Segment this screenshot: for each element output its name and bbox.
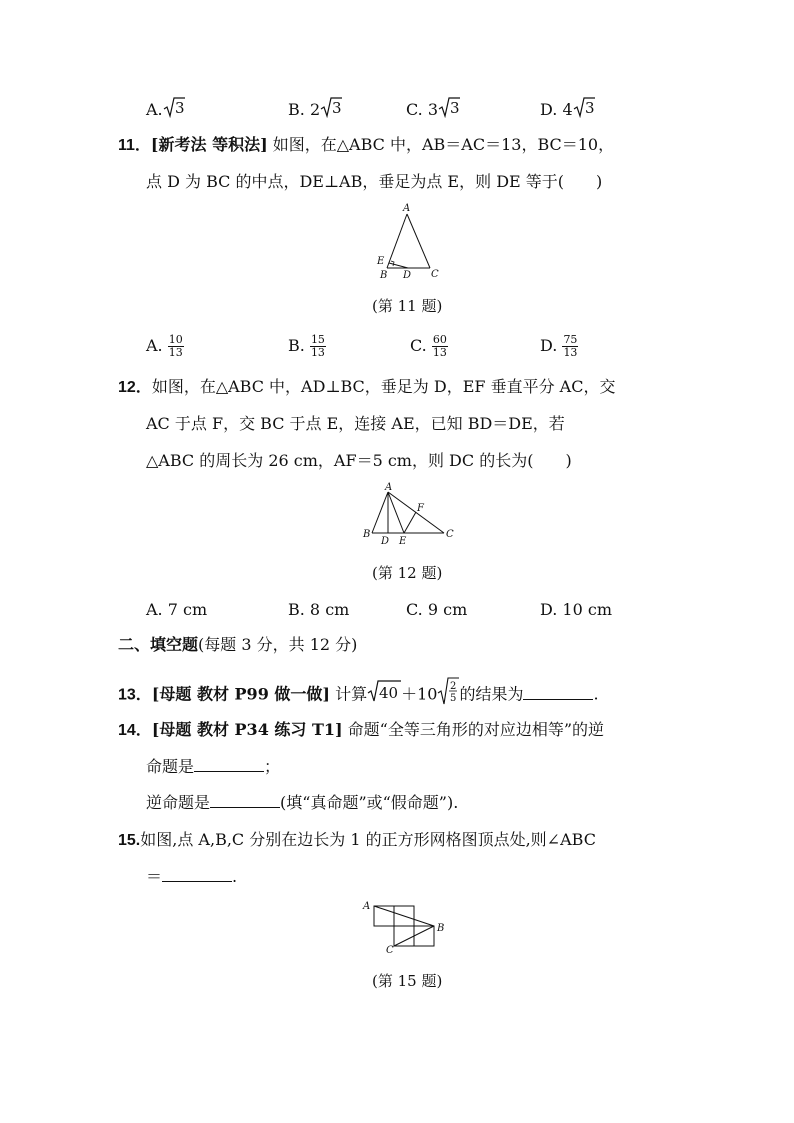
q11-caption: (第 11 题) (372, 297, 443, 315)
label-c: C (431, 269, 439, 280)
answer-blank[interactable] (523, 685, 593, 700)
label-a: A (385, 482, 393, 493)
label-b: B (363, 529, 371, 540)
q15-caption: (第 15 题) (372, 972, 443, 990)
question-text: 计算 (335, 684, 368, 704)
question-number: 15. (118, 832, 141, 849)
section-title: 二、填空题 (118, 637, 199, 654)
sqrt-symbol (367, 679, 401, 711)
sqrt-symbol (573, 96, 595, 125)
q12-line-1 (118, 376, 615, 399)
label-a: A (363, 901, 371, 912)
option-letter: D. (540, 100, 558, 119)
question-tag: [母题 教材 P99 做一做] (151, 684, 330, 704)
question-text: 如图，在△ABC 中，AB＝AC＝13，BC＝10， (272, 135, 615, 154)
svg-text:3: 3 (450, 99, 460, 117)
question-text: 如图，在△ABC 中，AD⊥BC，垂足为 D，EF 垂直平分 AC，交 (151, 377, 616, 396)
q11-line-2: 点 D 为 BC 的中点，DE⊥AB，垂足为点 E，则 DE 等于( ) (146, 172, 603, 191)
period: . (232, 867, 238, 886)
option-letter: B. (288, 336, 305, 355)
sqrt-fraction (437, 676, 459, 714)
question-number: 13． (118, 686, 152, 704)
label-b: B (437, 923, 445, 934)
q10-option-b (288, 96, 342, 125)
svg-text:3: 3 (174, 99, 185, 117)
plus-term: ＋10 (401, 684, 438, 704)
option-coef: 2 (309, 100, 321, 119)
sqrt-symbol (320, 96, 342, 125)
question-number: 12． (118, 379, 152, 396)
q12-caption: (第 12 题) (372, 564, 443, 582)
q15-line-1 (118, 829, 596, 852)
label-a: A (403, 203, 411, 214)
label-d: D (403, 270, 412, 281)
sqrt-symbol (438, 96, 460, 125)
question-text: 命题是 (146, 757, 195, 776)
svg-text:2: 2 (450, 681, 457, 692)
option-letter: C. (406, 100, 423, 119)
svg-text:40: 40 (379, 684, 399, 702)
q15-grid-figure (358, 898, 458, 956)
section-heading (118, 634, 357, 657)
option-coef: 4 (562, 100, 573, 119)
q14-line-1 (118, 719, 604, 742)
sqrt-symbol (163, 96, 185, 125)
svg-text:5: 5 (450, 693, 457, 704)
label-c: C (386, 945, 394, 956)
q10-option-d (540, 96, 595, 125)
question-number: 11． (118, 137, 151, 154)
question-tag: [新考法 等积法] (150, 135, 268, 154)
q15-line-2 (146, 866, 237, 888)
q11-triangle-figure (370, 200, 445, 286)
q12-triangle-figure (360, 480, 460, 550)
q12-line-2: AC 于点 F，交 BC 于点 E，连接 AE，已知 BD＝DE，若 (146, 414, 565, 433)
question-text: 命题“全等三角形的对应边相等”的逆 (347, 720, 605, 739)
option-letter: D. (540, 336, 558, 355)
q12-option-b: B. 8 cm (288, 600, 350, 619)
semicolon: ； (264, 757, 281, 776)
label-c: C (446, 529, 454, 540)
question-text: 逆命题是 (146, 793, 211, 812)
q13-line (118, 676, 599, 714)
question-text: 如图,点 A,B,C 分别在边长为 1 的正方形网格图顶点处,则∠ABC (140, 830, 596, 849)
q11-line-1 (118, 134, 614, 157)
option-letter: A. (146, 100, 163, 119)
answer-blank[interactable] (194, 757, 264, 772)
svg-text:3: 3 (584, 99, 595, 117)
section-note: (每题 3 分，共 12 分) (198, 635, 358, 654)
q12-option-d: D. 10 cm (540, 600, 613, 619)
label-d: D (381, 536, 390, 547)
option-fraction: $\frac{60}{13}$ (432, 333, 447, 359)
q11-option-b (288, 334, 326, 359)
option-fraction: $\frac{15}{13}$ (310, 333, 325, 359)
label-b: B (380, 270, 388, 281)
option-letter: A. (146, 336, 163, 355)
label-e: E (377, 256, 385, 267)
question-text-end: (填“真命题”或“假命题”). (280, 793, 459, 812)
label-e: E (399, 536, 407, 547)
q11-option-c (410, 334, 448, 359)
answer-blank[interactable] (162, 867, 232, 882)
q14-line-2 (146, 756, 280, 778)
answer-blank[interactable] (210, 793, 280, 808)
q10-option-a (146, 96, 185, 125)
question-text-end: 的结果为 (459, 684, 524, 704)
q11-option-a (146, 334, 184, 359)
q10-option-c (406, 96, 460, 125)
q11-option-d (540, 334, 578, 359)
label-f: F (417, 503, 424, 514)
svg-text:3: 3 (332, 99, 342, 117)
equals: ＝ (146, 867, 163, 886)
option-letter: C. (410, 336, 427, 355)
q12-line-3: △ABC 的周长为 26 cm，AF＝5 cm，则 DC 的长为( ) (146, 451, 572, 470)
q12-option-a: A. 7 cm (146, 600, 208, 619)
q12-option-c: C. 9 cm (406, 600, 468, 619)
option-fraction: $\frac{75}{13}$ (563, 333, 578, 359)
q14-line-3 (146, 792, 458, 814)
option-fraction: $\frac{10}{13}$ (168, 333, 183, 359)
question-number: 14． (118, 722, 152, 739)
period: . (593, 684, 599, 704)
question-tag: [母题 教材 P34 练习 T1] (151, 720, 343, 739)
option-coef: 3 (427, 100, 439, 119)
option-letter: B. (288, 100, 305, 119)
